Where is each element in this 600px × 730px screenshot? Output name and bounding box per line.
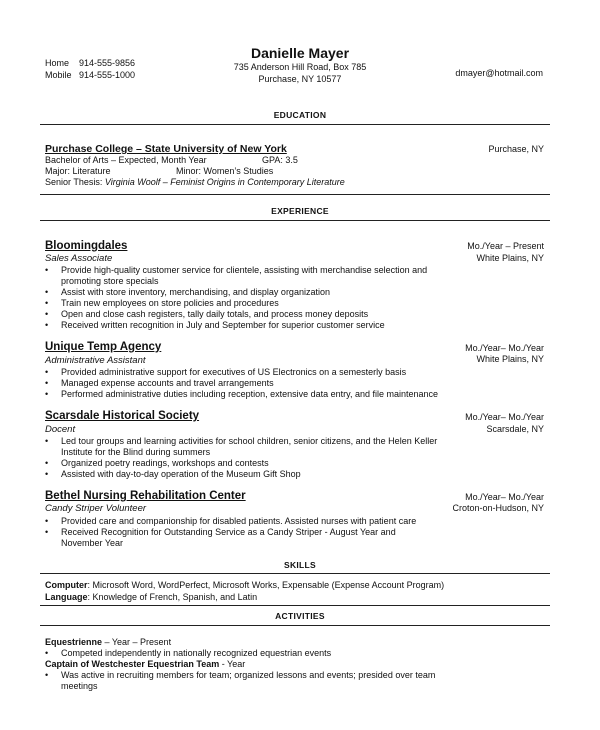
list-item: • Assist with store inventory, merchandising, and display organization bbox=[45, 287, 330, 297]
address-line-1: 735 Anderson Hill Road, Box 785 bbox=[233, 62, 367, 72]
email: dmayer@hotmail.com bbox=[455, 68, 543, 78]
degree: Bachelor of Arts – Expected, Month Year bbox=[45, 155, 207, 165]
list-item: • Competed independently in nationally recognized equestrian events bbox=[45, 648, 332, 658]
list-item: • Assisted with day-to-day operation of the Museum Gift Shop bbox=[45, 469, 301, 479]
skills-heading: SKILLS bbox=[283, 560, 317, 570]
job-role: Sales Associate bbox=[45, 253, 113, 264]
experience-heading: EXPERIENCE bbox=[271, 206, 329, 216]
job-location: Croton-on-Hudson, NY bbox=[452, 503, 544, 513]
list-item: • Performed administrative duties including reception, extensive data entry, and file maintenance bbox=[45, 389, 439, 399]
activity-title: Captain of Westchester Equestrian Team - Year bbox=[45, 659, 246, 669]
mobile-phone-row bbox=[45, 70, 135, 80]
job-org: Scarsdale Historical Society bbox=[45, 410, 200, 422]
list-item: • Managed expense accounts and travel arrangements bbox=[45, 378, 274, 388]
list-item: • Provided care and companionship for disabled patients. Assisted nurses with patient care bbox=[45, 516, 417, 526]
job-location: White Plains, NY bbox=[476, 253, 544, 263]
section-divider bbox=[40, 573, 550, 574]
job-org: Bethel Nursing Rehabilitation Center bbox=[45, 490, 246, 502]
section-divider bbox=[40, 124, 550, 125]
activity-title: Equestrienne – Year – Present bbox=[45, 637, 172, 647]
list-item: • Open and close cash registers, tally daily totals, and process money deposits bbox=[45, 309, 369, 319]
job-location: White Plains, NY bbox=[476, 354, 544, 364]
list-item: • Received written recognition in July and September for superior customer service bbox=[45, 320, 385, 330]
thesis-title: Virginia Woolf – Feminist Origins in Contemporary Literature bbox=[104, 177, 345, 187]
school-name: Purchase College – State University of New York bbox=[45, 143, 287, 155]
section-divider bbox=[40, 220, 550, 221]
mobile-label: Mobile bbox=[45, 70, 72, 80]
education-heading: EDUCATION bbox=[273, 110, 327, 120]
home-phone-row bbox=[45, 58, 135, 68]
skill-language: Language: Knowledge of French, Spanish, and Latin bbox=[45, 592, 258, 602]
section-divider bbox=[40, 625, 550, 626]
major: Major: Literature bbox=[45, 166, 111, 176]
list-item: • Was active in recruiting members for team; organized lessons and events; presided over team meetings bbox=[45, 670, 436, 691]
home-label: Home bbox=[45, 58, 70, 68]
minor: Minor: Women’s Studies bbox=[176, 166, 274, 176]
section-divider bbox=[40, 605, 550, 606]
list-item: • Provide high-quality customer service for clientele, assisting with merchandise selection and promoting store specials bbox=[45, 265, 428, 286]
job-dates: Mo./Year– Mo./Year bbox=[465, 343, 544, 353]
job-role: Candy Striper Volunteer bbox=[45, 503, 147, 514]
skill-computer: Computer: Microsoft Word, WordPerfect, Microsoft Works, Expensable (Expense Account Program) bbox=[45, 580, 445, 590]
thesis bbox=[45, 177, 345, 187]
job-role: Docent bbox=[45, 424, 76, 435]
job-role: Administrative Assistant bbox=[45, 355, 146, 366]
list-item: • Organized poetry readings, workshops and contests bbox=[45, 458, 269, 468]
thesis-label: Senior Thesis: bbox=[45, 177, 105, 187]
job-dates: Mo./Year– Mo./Year bbox=[465, 492, 544, 502]
section-divider bbox=[40, 194, 550, 195]
job-org: Bloomingdales bbox=[45, 240, 128, 252]
school-location: Purchase, NY bbox=[488, 144, 544, 154]
job-location: Scarsdale, NY bbox=[486, 424, 544, 434]
job-org: Unique Temp Agency bbox=[45, 341, 162, 353]
job-dates: Mo./Year– Mo./Year bbox=[465, 412, 544, 422]
mobile-phone: 914-555-1000 bbox=[79, 70, 136, 80]
resume-name: Danielle Mayer bbox=[250, 45, 350, 61]
job-dates: Mo./Year – Present bbox=[467, 241, 544, 251]
list-item: • Provided administrative support for executives of US Electronics on a semesterly basis bbox=[45, 367, 407, 377]
list-item: • Received Recognition for Outstanding Service as a Candy Striper - August Year and November Year bbox=[45, 527, 396, 548]
activities-heading: ACTIVITIES bbox=[275, 611, 325, 621]
address-line-2: Purchase, NY 10577 bbox=[258, 74, 342, 84]
list-item: • Led tour groups and learning activities for school children, senior citizens, and the Helen Keller Institute for the Blind during summers bbox=[45, 436, 438, 457]
home-phone: 914-555-9856 bbox=[79, 58, 136, 68]
gpa: GPA: 3.5 bbox=[262, 155, 298, 165]
list-item: • Train new employees on store policies and procedures bbox=[45, 298, 279, 308]
